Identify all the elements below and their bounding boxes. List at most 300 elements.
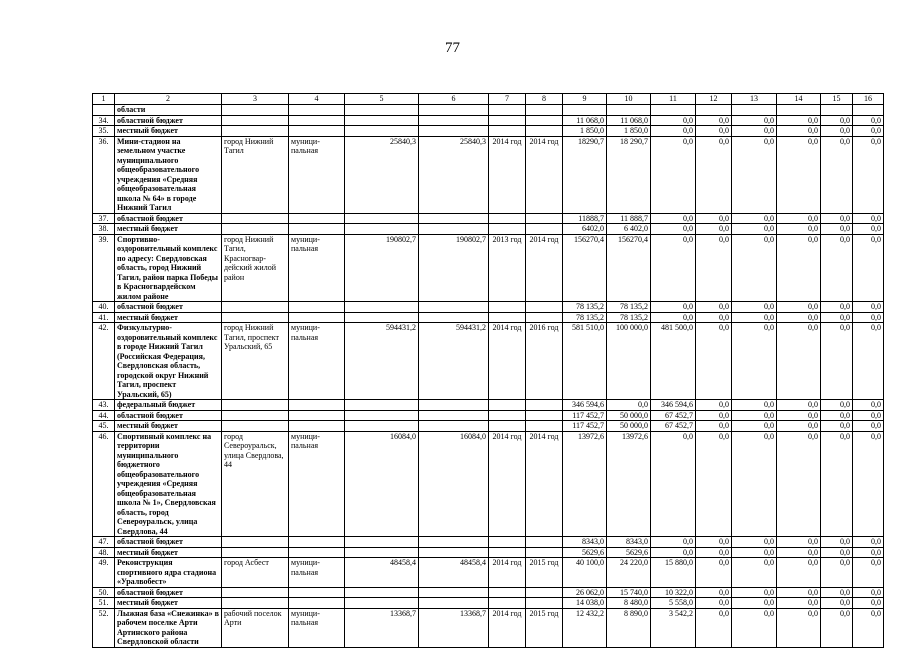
- amount-cell: 0,0: [821, 136, 853, 213]
- amount-cell: [419, 421, 489, 432]
- amount-cell: 18290,7: [563, 136, 607, 213]
- start-year-cell: 2014 год: [489, 323, 526, 400]
- amount-cell: 0,0: [853, 136, 884, 213]
- amount-cell: 0,0: [853, 431, 884, 537]
- amount-cell: 0,0: [651, 115, 696, 126]
- ownership-cell: муници-пальная: [289, 136, 345, 213]
- amount-cell: 0,0: [651, 302, 696, 313]
- amount-cell: 0,0: [853, 421, 884, 432]
- amount-cell: 0,0: [777, 234, 821, 302]
- amount-cell: 0,0: [696, 224, 732, 235]
- table-row: [93, 547, 884, 558]
- amount-cell: [419, 224, 489, 235]
- amount-cell: 0,0: [821, 213, 853, 224]
- amount-cell: 0,0: [696, 234, 732, 302]
- amount-cell: 0,0: [777, 537, 821, 548]
- end-year-cell: [526, 105, 563, 116]
- amount-cell: [345, 587, 419, 598]
- amount-cell: 6 402,0: [607, 224, 651, 235]
- location-cell: [222, 410, 289, 421]
- start-year-cell: [489, 105, 526, 116]
- row-number-cell: 40.: [93, 302, 115, 313]
- ownership-cell: [289, 224, 345, 235]
- amount-cell: 0,0: [777, 598, 821, 609]
- amount-cell: 0,0: [821, 537, 853, 548]
- amount-cell: [419, 302, 489, 313]
- location-cell: [222, 598, 289, 609]
- budget-table: [92, 93, 884, 648]
- amount-cell: [696, 105, 732, 116]
- location-cell: [222, 312, 289, 323]
- location-cell: город Нижний Тагил, проспект Уральский, 65: [222, 323, 289, 400]
- amount-cell: 0,0: [651, 547, 696, 558]
- amount-cell: 0,0: [821, 598, 853, 609]
- end-year-cell: 2015 год: [526, 608, 563, 647]
- amount-cell: [345, 302, 419, 313]
- amount-cell: 0,0: [696, 400, 732, 411]
- amount-cell: 50 000,0: [607, 410, 651, 421]
- object-name-cell: Мини-стадион на земельном участке муниципального общеобразовательного учреждения «Средняя общеобразовательная школа № 64» в городе Нижний Тагил: [115, 136, 222, 213]
- table-row: [93, 431, 884, 537]
- amount-cell: 0,0: [821, 431, 853, 537]
- object-name-cell: местный бюджет: [115, 224, 222, 235]
- start-year-cell: [489, 302, 526, 313]
- amount-cell: 11 888,7: [607, 213, 651, 224]
- amount-cell: 0,0: [651, 213, 696, 224]
- amount-cell: 0,0: [821, 608, 853, 647]
- row-number-cell: 36.: [93, 136, 115, 213]
- start-year-cell: [489, 587, 526, 598]
- amount-cell: 0,0: [651, 431, 696, 537]
- column-number-header: 9: [563, 94, 607, 105]
- end-year-cell: [526, 126, 563, 137]
- amount-cell: 0,0: [853, 224, 884, 235]
- ownership-cell: [289, 115, 345, 126]
- table-row: [93, 558, 884, 588]
- amount-cell: 0,0: [853, 302, 884, 313]
- object-name-cell: областной бюджет: [115, 587, 222, 598]
- amount-cell: [777, 105, 821, 116]
- amount-cell: [419, 537, 489, 548]
- amount-cell: 13972,6: [607, 431, 651, 537]
- table-row: [93, 537, 884, 548]
- end-year-cell: [526, 312, 563, 323]
- amount-cell: 0,0: [821, 421, 853, 432]
- start-year-cell: [489, 537, 526, 548]
- amount-cell: 0,0: [696, 537, 732, 548]
- amount-cell: 3 542,2: [651, 608, 696, 647]
- amount-cell: 0,0: [777, 547, 821, 558]
- location-cell: город Североуральск, улица Свердлова, 44: [222, 431, 289, 537]
- amount-cell: 0,0: [821, 224, 853, 235]
- amount-cell: 0,0: [696, 608, 732, 647]
- amount-cell: 0,0: [821, 312, 853, 323]
- row-number-cell: 47.: [93, 537, 115, 548]
- amount-cell: 0,0: [732, 400, 777, 411]
- location-cell: [222, 126, 289, 137]
- amount-cell: 0,0: [732, 323, 777, 400]
- table-row: [93, 608, 884, 647]
- amount-cell: [345, 312, 419, 323]
- amount-cell: 0,0: [777, 431, 821, 537]
- amount-cell: [419, 115, 489, 126]
- amount-cell: 156270,4: [607, 234, 651, 302]
- location-cell: [222, 115, 289, 126]
- ownership-cell: муници-пальная: [289, 323, 345, 400]
- amount-cell: 0,0: [696, 421, 732, 432]
- amount-cell: 0,0: [777, 302, 821, 313]
- amount-cell: 0,0: [651, 136, 696, 213]
- column-number-header: 16: [853, 94, 884, 105]
- amount-cell: 48458,4: [345, 558, 419, 588]
- amount-cell: 0,0: [821, 126, 853, 137]
- amount-cell: [821, 105, 853, 116]
- amount-cell: [419, 587, 489, 598]
- amount-cell: 26 062,0: [563, 587, 607, 598]
- amount-cell: 156270,4: [563, 234, 607, 302]
- table-row: [93, 115, 884, 126]
- amount-cell: [419, 126, 489, 137]
- end-year-cell: [526, 537, 563, 548]
- table-row: [93, 234, 884, 302]
- amount-cell: 0,0: [777, 136, 821, 213]
- amount-cell: 0,0: [777, 608, 821, 647]
- amount-cell: 16084,0: [345, 431, 419, 537]
- amount-cell: 0,0: [732, 410, 777, 421]
- table-row: [93, 410, 884, 421]
- amount-cell: 0,0: [853, 234, 884, 302]
- amount-cell: 0,0: [821, 587, 853, 598]
- ownership-cell: [289, 400, 345, 411]
- amount-cell: 1 850,0: [607, 126, 651, 137]
- table-row: [93, 421, 884, 432]
- row-number-cell: 43.: [93, 400, 115, 411]
- end-year-cell: [526, 115, 563, 126]
- object-name-cell: областной бюджет: [115, 115, 222, 126]
- amount-cell: 8 890,0: [607, 608, 651, 647]
- amount-cell: [345, 598, 419, 609]
- amount-cell: 0,0: [853, 410, 884, 421]
- table-header-row: [93, 94, 884, 105]
- row-number-cell: 51.: [93, 598, 115, 609]
- table-row: [93, 136, 884, 213]
- amount-cell: [345, 224, 419, 235]
- amount-cell: 0,0: [696, 312, 732, 323]
- start-year-cell: 2014 год: [489, 136, 526, 213]
- row-number-cell: 44.: [93, 410, 115, 421]
- amount-cell: 0,0: [696, 213, 732, 224]
- ownership-cell: муници-пальная: [289, 558, 345, 588]
- amount-cell: 0,0: [821, 410, 853, 421]
- table-row: [93, 213, 884, 224]
- row-number-cell: 34.: [93, 115, 115, 126]
- amount-cell: 0,0: [696, 136, 732, 213]
- column-number-header: 5: [345, 94, 419, 105]
- amount-cell: 0,0: [651, 234, 696, 302]
- start-year-cell: [489, 312, 526, 323]
- ownership-cell: [289, 312, 345, 323]
- amount-cell: [419, 547, 489, 558]
- amount-cell: 0,0: [732, 115, 777, 126]
- row-number-cell: 48.: [93, 547, 115, 558]
- amount-cell: 100 000,0: [607, 323, 651, 400]
- amount-cell: [345, 105, 419, 116]
- amount-cell: 0,0: [651, 537, 696, 548]
- start-year-cell: [489, 421, 526, 432]
- amount-cell: 18 290,7: [607, 136, 651, 213]
- column-number-header: 4: [289, 94, 345, 105]
- amount-cell: [345, 115, 419, 126]
- amount-cell: 0,0: [853, 115, 884, 126]
- row-number-cell: 46.: [93, 431, 115, 537]
- ownership-cell: муници-пальная: [289, 608, 345, 647]
- column-number-header: 10: [607, 94, 651, 105]
- amount-cell: 11 068,0: [607, 115, 651, 126]
- column-number-header: 6: [419, 94, 489, 105]
- amount-cell: 0,0: [777, 213, 821, 224]
- ownership-cell: [289, 213, 345, 224]
- table-row: [93, 323, 884, 400]
- amount-cell: 0,0: [853, 323, 884, 400]
- table-row: [93, 400, 884, 411]
- amount-cell: 0,0: [696, 410, 732, 421]
- column-number-header: 15: [821, 94, 853, 105]
- amount-cell: 0,0: [821, 558, 853, 588]
- amount-cell: 0,0: [732, 598, 777, 609]
- amount-cell: [345, 547, 419, 558]
- amount-cell: 0,0: [777, 323, 821, 400]
- amount-cell: [853, 105, 884, 116]
- start-year-cell: 2014 год: [489, 431, 526, 537]
- amount-cell: 0,0: [732, 608, 777, 647]
- location-cell: рабочий поселок Арти: [222, 608, 289, 647]
- location-cell: город Асбест: [222, 558, 289, 588]
- amount-cell: 0,0: [853, 213, 884, 224]
- column-number-header: 7: [489, 94, 526, 105]
- location-cell: [222, 547, 289, 558]
- amount-cell: 117 452,7: [563, 421, 607, 432]
- amount-cell: 0,0: [853, 537, 884, 548]
- amount-cell: [345, 400, 419, 411]
- ownership-cell: [289, 421, 345, 432]
- table-row: [93, 224, 884, 235]
- amount-cell: 0,0: [853, 587, 884, 598]
- amount-cell: 0,0: [853, 608, 884, 647]
- end-year-cell: [526, 400, 563, 411]
- amount-cell: 24 220,0: [607, 558, 651, 588]
- amount-cell: 0,0: [651, 126, 696, 137]
- amount-cell: [419, 213, 489, 224]
- amount-cell: 0,0: [732, 421, 777, 432]
- ownership-cell: [289, 105, 345, 116]
- amount-cell: 0,0: [732, 537, 777, 548]
- amount-cell: 0,0: [696, 126, 732, 137]
- location-cell: [222, 105, 289, 116]
- table-row: [93, 312, 884, 323]
- amount-cell: [345, 537, 419, 548]
- amount-cell: 1 850,0: [563, 126, 607, 137]
- row-number-cell: 52.: [93, 608, 115, 647]
- object-name-cell: Спортивно-оздоровительный комплекс по адресу: Свердловская область, город Нижний Тагил, район парка Победы в Красногвардейском жилом районе: [115, 234, 222, 302]
- object-name-cell: областной бюджет: [115, 302, 222, 313]
- ownership-cell: [289, 302, 345, 313]
- amount-cell: 15 740,0: [607, 587, 651, 598]
- row-number-cell: 38.: [93, 224, 115, 235]
- end-year-cell: [526, 598, 563, 609]
- amount-cell: 78 135,2: [563, 302, 607, 313]
- location-cell: [222, 587, 289, 598]
- column-number-header: 13: [732, 94, 777, 105]
- amount-cell: 0,0: [651, 312, 696, 323]
- location-cell: город Нижний Тагил: [222, 136, 289, 213]
- object-name-cell: областной бюджет: [115, 537, 222, 548]
- amount-cell: 0,0: [777, 126, 821, 137]
- amount-cell: [419, 400, 489, 411]
- amount-cell: 346 594,6: [563, 400, 607, 411]
- end-year-cell: 2016 год: [526, 323, 563, 400]
- amount-cell: 0,0: [696, 558, 732, 588]
- amount-cell: 0,0: [732, 587, 777, 598]
- amount-cell: 67 452,7: [651, 410, 696, 421]
- amount-cell: 0,0: [732, 558, 777, 588]
- object-name-cell: области: [115, 105, 222, 116]
- amount-cell: 13972,6: [563, 431, 607, 537]
- amount-cell: [345, 421, 419, 432]
- ownership-cell: [289, 598, 345, 609]
- amount-cell: 67 452,7: [651, 421, 696, 432]
- amount-cell: 0,0: [732, 431, 777, 537]
- amount-cell: 8 480,0: [607, 598, 651, 609]
- amount-cell: 11 068,0: [563, 115, 607, 126]
- end-year-cell: [526, 302, 563, 313]
- amount-cell: 8343,0: [607, 537, 651, 548]
- amount-cell: 0,0: [696, 115, 732, 126]
- object-name-cell: местный бюджет: [115, 126, 222, 137]
- amount-cell: 0,0: [732, 213, 777, 224]
- amount-cell: 50 000,0: [607, 421, 651, 432]
- end-year-cell: 2014 год: [526, 431, 563, 537]
- amount-cell: [419, 105, 489, 116]
- start-year-cell: [489, 213, 526, 224]
- amount-cell: 78 135,2: [563, 312, 607, 323]
- amount-cell: 0,0: [853, 598, 884, 609]
- row-number-cell: 49.: [93, 558, 115, 588]
- amount-cell: 10 322,0: [651, 587, 696, 598]
- end-year-cell: [526, 224, 563, 235]
- amount-cell: [732, 105, 777, 116]
- start-year-cell: 2013 год: [489, 234, 526, 302]
- amount-cell: 0,0: [777, 312, 821, 323]
- table-row: [93, 598, 884, 609]
- amount-cell: 0,0: [777, 421, 821, 432]
- column-number-header: 3: [222, 94, 289, 105]
- amount-cell: 13368,7: [419, 608, 489, 647]
- amount-cell: 15 880,0: [651, 558, 696, 588]
- amount-cell: 0,0: [777, 224, 821, 235]
- object-name-cell: областной бюджет: [115, 410, 222, 421]
- amount-cell: 48458,4: [419, 558, 489, 588]
- amount-cell: 481 500,0: [651, 323, 696, 400]
- amount-cell: 78 135,2: [607, 302, 651, 313]
- amount-cell: 0,0: [732, 312, 777, 323]
- ownership-cell: [289, 410, 345, 421]
- amount-cell: 594431,2: [345, 323, 419, 400]
- row-number-cell: 50.: [93, 587, 115, 598]
- amount-cell: [345, 410, 419, 421]
- amount-cell: 25840,3: [345, 136, 419, 213]
- column-number-header: 11: [651, 94, 696, 105]
- location-cell: [222, 537, 289, 548]
- start-year-cell: [489, 126, 526, 137]
- amount-cell: 0,0: [821, 302, 853, 313]
- location-cell: [222, 400, 289, 411]
- amount-cell: 0,0: [821, 547, 853, 558]
- amount-cell: 25840,3: [419, 136, 489, 213]
- ownership-cell: [289, 537, 345, 548]
- amount-cell: 0,0: [777, 410, 821, 421]
- amount-cell: [419, 598, 489, 609]
- end-year-cell: 2014 год: [526, 234, 563, 302]
- start-year-cell: [489, 410, 526, 421]
- amount-cell: 0,0: [821, 400, 853, 411]
- column-number-header: 1: [93, 94, 115, 105]
- start-year-cell: [489, 547, 526, 558]
- amount-cell: 12 432,2: [563, 608, 607, 647]
- end-year-cell: [526, 213, 563, 224]
- amount-cell: 0,0: [696, 587, 732, 598]
- amount-cell: 0,0: [732, 136, 777, 213]
- amount-cell: 78 135,2: [607, 312, 651, 323]
- object-name-cell: Физкультурно-оздоровительный комплекс в городе Нижний Тагил (Российская Федерация, Свердловская область, городской округ Нижний Тагил, проспект Уральский, 65): [115, 323, 222, 400]
- table-row: [93, 587, 884, 598]
- amount-cell: 0,0: [853, 547, 884, 558]
- end-year-cell: [526, 587, 563, 598]
- location-cell: [222, 421, 289, 432]
- amount-cell: 0,0: [732, 547, 777, 558]
- amount-cell: 14 038,0: [563, 598, 607, 609]
- row-number-cell: 45.: [93, 421, 115, 432]
- start-year-cell: [489, 400, 526, 411]
- location-cell: [222, 224, 289, 235]
- amount-cell: [419, 312, 489, 323]
- amount-cell: 346 594,6: [651, 400, 696, 411]
- object-name-cell: местный бюджет: [115, 312, 222, 323]
- amount-cell: 0,0: [777, 400, 821, 411]
- amount-cell: [563, 105, 607, 116]
- object-name-cell: местный бюджет: [115, 547, 222, 558]
- amount-cell: 190802,7: [419, 234, 489, 302]
- row-number-cell: [93, 105, 115, 116]
- column-number-header: 14: [777, 94, 821, 105]
- amount-cell: 0,0: [777, 115, 821, 126]
- amount-cell: [345, 126, 419, 137]
- row-number-cell: 37.: [93, 213, 115, 224]
- column-number-header: 12: [696, 94, 732, 105]
- row-number-cell: 42.: [93, 323, 115, 400]
- ownership-cell: муници-пальная: [289, 431, 345, 537]
- amount-cell: 5629,6: [607, 547, 651, 558]
- amount-cell: [345, 213, 419, 224]
- amount-cell: 8343,0: [563, 537, 607, 548]
- amount-cell: 0,0: [696, 323, 732, 400]
- ownership-cell: муници-пальная: [289, 234, 345, 302]
- amount-cell: 0,0: [607, 400, 651, 411]
- amount-cell: 0,0: [821, 234, 853, 302]
- location-cell: [222, 302, 289, 313]
- table-row: [93, 302, 884, 313]
- amount-cell: 0,0: [732, 224, 777, 235]
- amount-cell: 0,0: [853, 400, 884, 411]
